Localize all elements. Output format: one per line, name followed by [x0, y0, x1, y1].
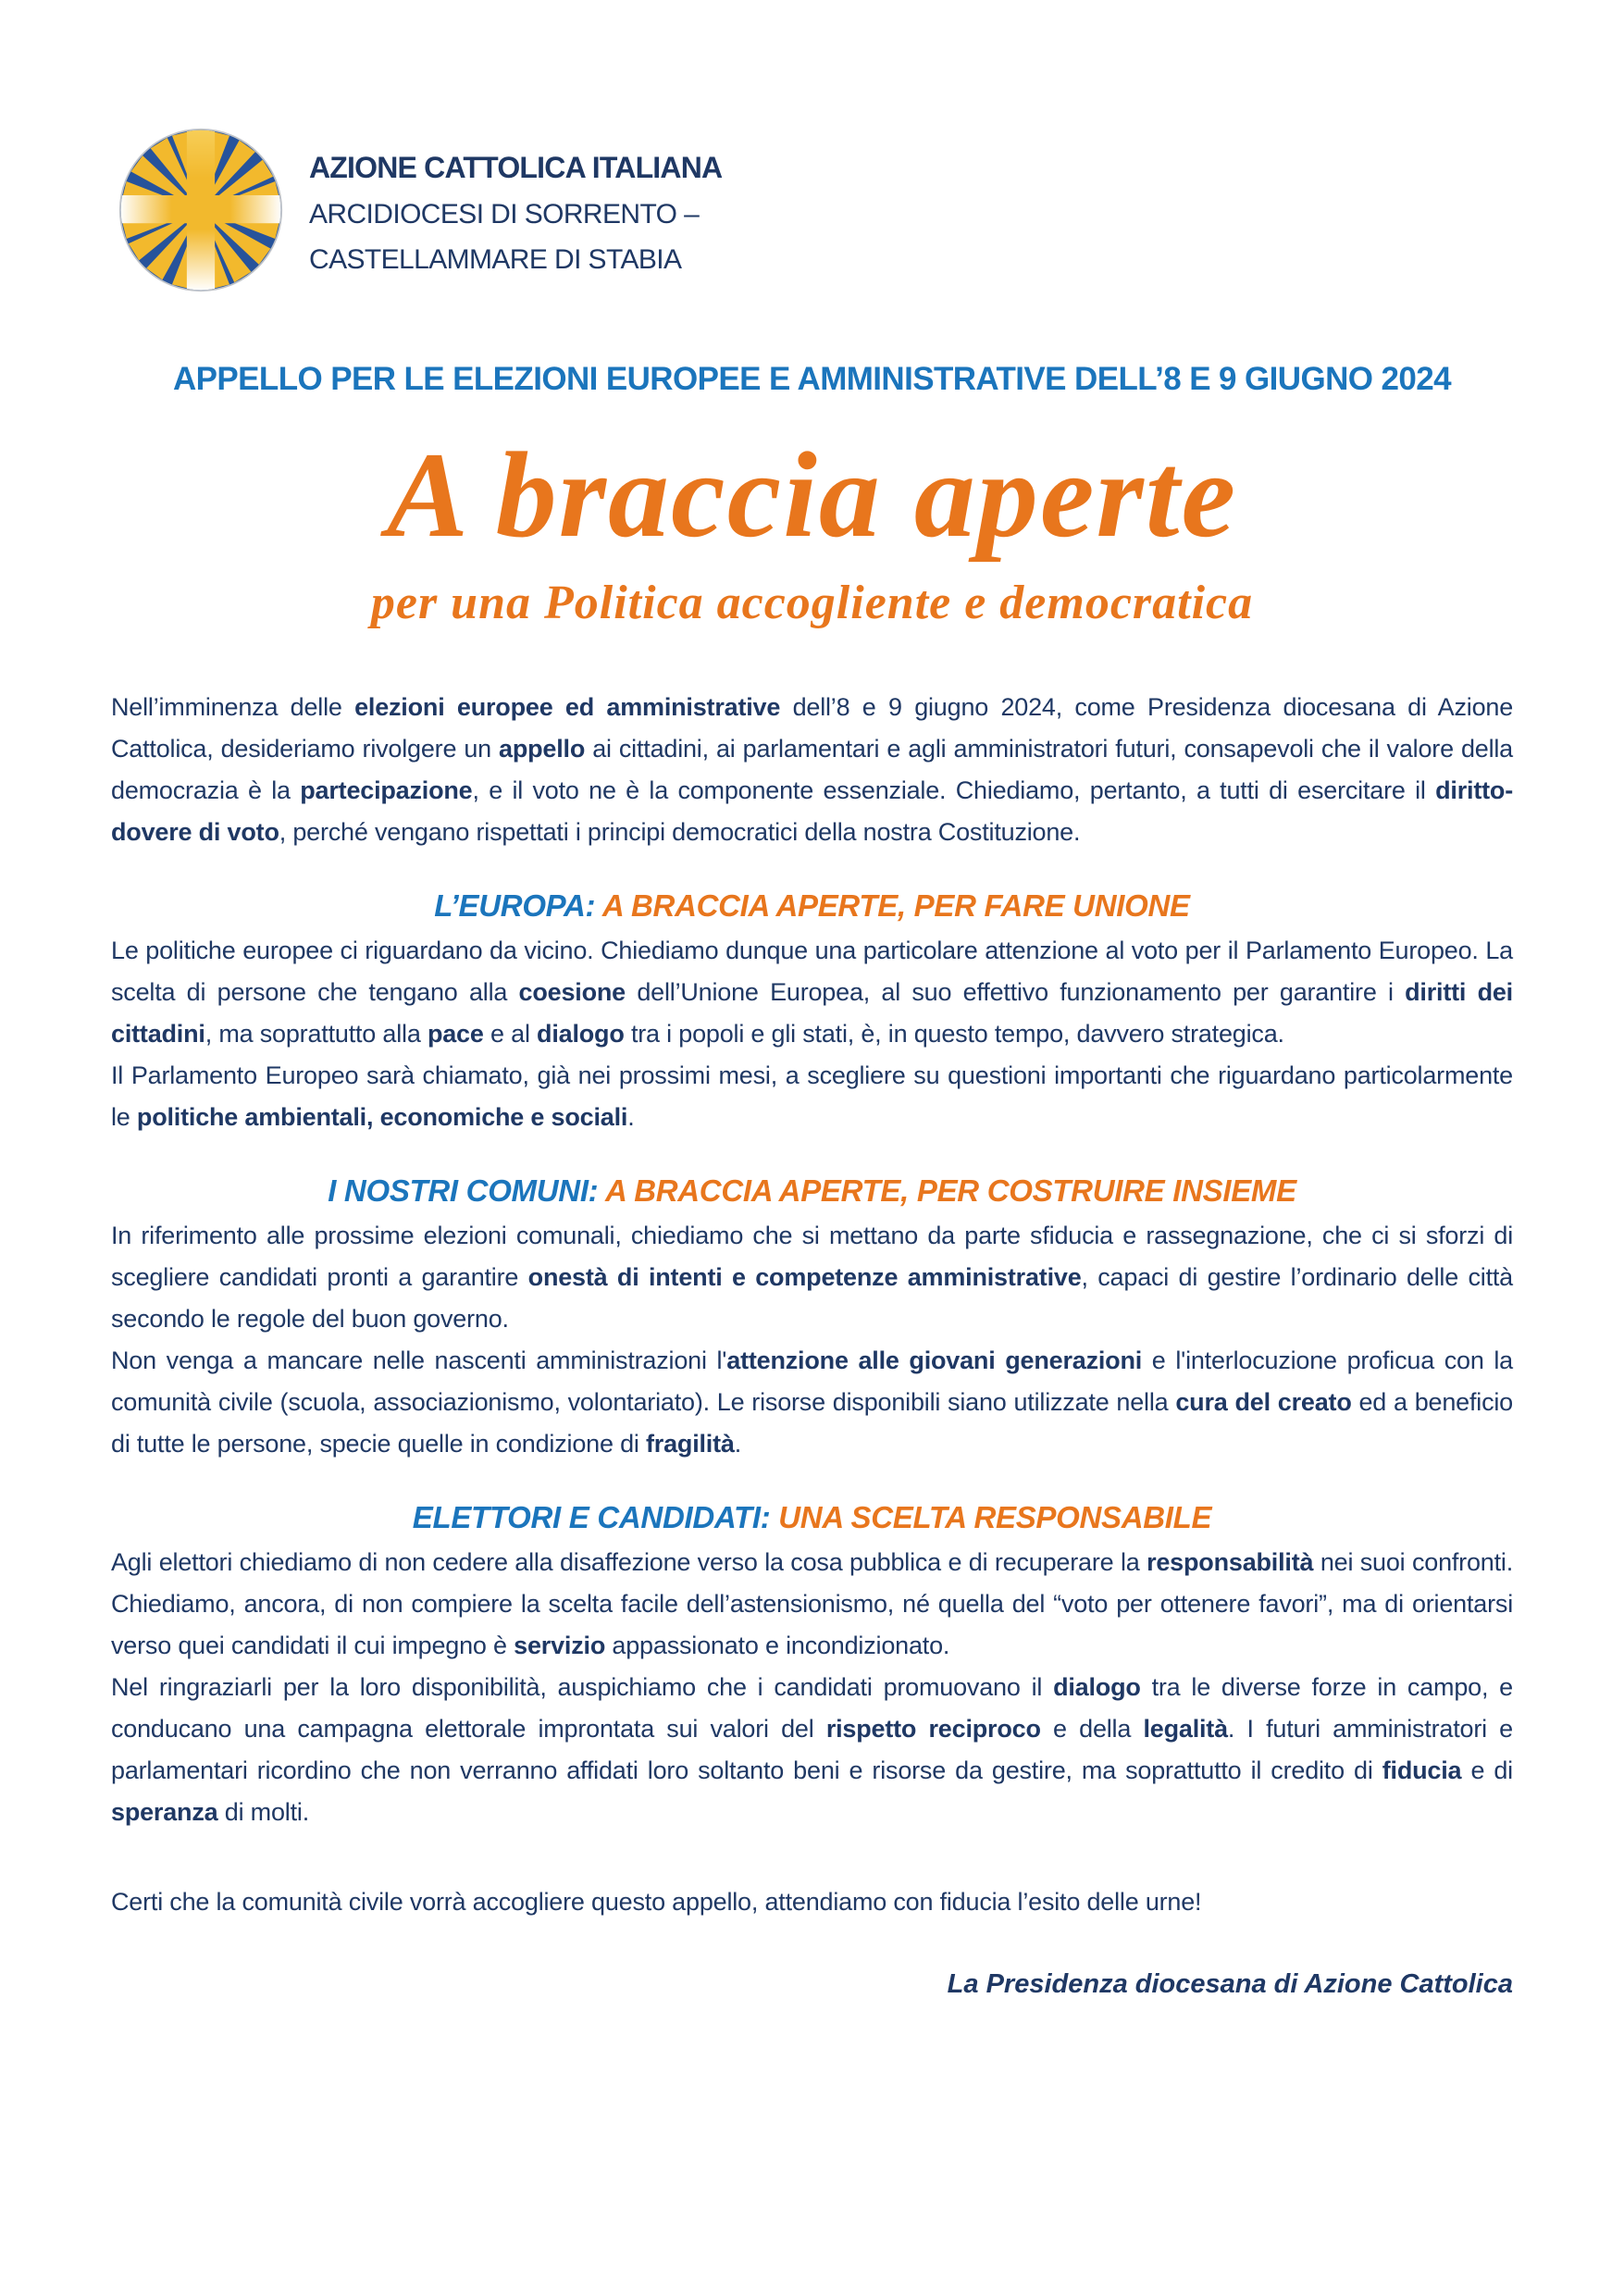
section-heading-blue: I NOSTRI COMUNI:	[328, 1173, 599, 1208]
section-comuni	[111, 1173, 1513, 1465]
section-europa	[111, 888, 1513, 1138]
section-heading-comuni	[111, 1173, 1513, 1209]
section-heading-europa	[111, 888, 1513, 924]
section-paragraph: Le politiche europee ci riguardano da vicino. Chiediamo dunque una particolare attenzione al voto per il Parlamento Europeo. La scelta di persone che tengano alla coesione dell’Unione Europea, al suo effettivo funzionamento per garantire i diritti dei cittadini, ma soprattutto alla pace e al dialogo tra i popoli e gli stati, è, in questo tempo, davvero strategica.	[111, 936, 1513, 1048]
section-paragraph: Il Parlamento Europeo sarà chiamato, già nei prossimi mesi, a scegliere su questioni importanti che riguardano particolarmente le politiche ambientali, economiche e sociali.	[111, 1061, 1513, 1131]
organization-name-block	[309, 145, 722, 276]
section-heading-orange: A BRACCIA APERTE, PER FARE UNIONE	[601, 887, 1190, 923]
section-heading-elettori	[111, 1500, 1513, 1535]
section-heading-blue: L’EUROPA:	[434, 887, 596, 923]
signature: La Presidenza diocesana di Azione Cattolica	[947, 1968, 1513, 1999]
intro-paragraph: Nell’imminenza delle elezioni europee ed amministrative dell’8 e 9 giugno 2024, come Presidenza diocesana di Azione Cattolica, desideriamo rivolgere un appello ai cittadini, ai parlamentari e agli amministratori futuri, consapevoli che il valore della democrazia è la partecipazione, e il voto ne è la componente essenziale. Chiediamo, pertanto, a tutti di esercitare il diritto-dovere di voto, perché vengano rispettati i principi democratici della nostra Costituzione.	[111, 692, 1514, 846]
document-body	[111, 687, 1513, 2000]
main-title: A braccia aperte	[386, 427, 1238, 563]
section-heading-orange: A BRACCIA APERTE, PER COSTRUIRE INSIEME	[605, 1173, 1296, 1208]
appeal-headline: APPELLO PER LE ELEZIONI EUROPEE E AMMINISTRATIVE DELL’8 E 9 GIUGNO 2024	[173, 361, 1451, 397]
city-line: CASTELLAMMARE DI STABIA	[309, 243, 682, 275]
section-heading-orange: UNA SCELTA RESPONSABILE	[778, 1499, 1212, 1534]
closing-paragraph: Certi che la comunità civile vorrà accogliere questo appello, attendiamo con fiducia l’esito delle urne!	[111, 1887, 1202, 1916]
logo-cross-vertical	[187, 130, 215, 291]
subtitle: per una Politica accogliente e democratica	[370, 577, 1254, 630]
organization-name: AZIONE CATTOLICA ITALIANA	[309, 150, 723, 184]
section-heading-blue: ELETTORI E CANDIDATI:	[412, 1499, 771, 1534]
document-header	[118, 128, 1513, 292]
section-elettori	[111, 1500, 1513, 1833]
section-paragraph: Non venga a mancare nelle nascenti amministrazioni l'attenzione alle giovani generazioni e l'interlocuzione proficua con la comunità civile (scuola, associazionismo, volontariato). Le risorse disponibili siano utilizzate nella cura del creato ed a beneficio di tutte le persone, specie quelle in condizione di fragilità.	[111, 1346, 1514, 1458]
section-paragraph: Agli elettori chiediamo di non cedere alla disaffezione verso la cosa pubblica e di recuperare la responsabilità nei suoi confronti. Chiediamo, ancora, di non compiere la scelta facile dell’astensionismo, né quella del “voto per ottenere favori”, ma di orientarsi verso quei candidati il cui impegno è servizio appassionato e incondizionato.	[111, 1547, 1514, 1659]
section-paragraph: Nel ringraziarli per la loro disponibilità, auspichiamo che i candidati promuovano il dialogo tra le diverse forze in campo, e conducano una campagna elettorale improntata sui valori del rispetto reciproco e della legalità. I futuri amministratori e parlamentari ricordino che non verranno affidati loro soltanto beni e risorse da gestire, ma soprattutto il credito di fiducia e di speranza di molti.	[111, 1672, 1514, 1826]
archdiocese-line: ARCIDIOCESI DI SORRENTO –	[309, 198, 700, 230]
azione-cattolica-logo-icon	[118, 128, 283, 292]
section-paragraph: In riferimento alle prossime elezioni comunali, chiediamo che si mettano da parte sfiducia e rassegnazione, che ci si sforzi di scegliere candidati pronti a garantire onestà di intenti e competenze amministrative, capaci di gestire l’ordinario delle città secondo le regole del buon governo.	[111, 1221, 1513, 1333]
